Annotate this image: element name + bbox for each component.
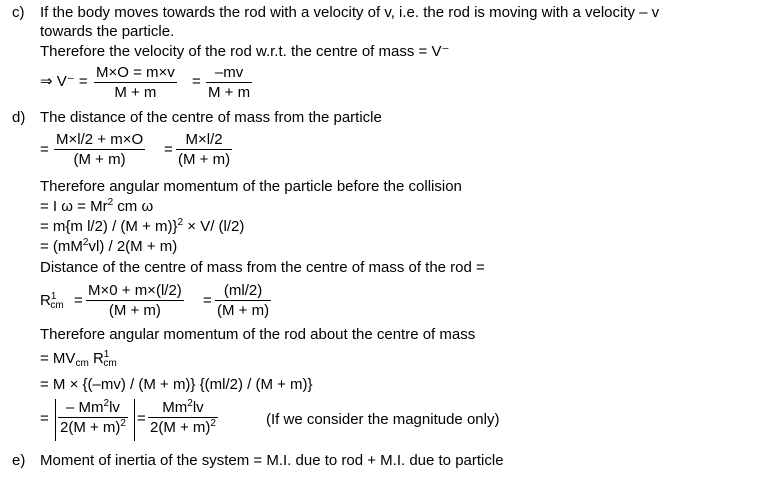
eq-d3-equals: = <box>74 292 83 309</box>
eq-c-equals: = <box>192 73 201 90</box>
eq-part: R <box>40 292 51 309</box>
eq-c-lhs: ⇒ V⁻ = <box>40 73 88 90</box>
subscript: cm <box>50 300 64 311</box>
text-e-line1: Moment of inertia of the system = M.I. due to rod + M.I. due to particle <box>40 452 504 469</box>
item-marker-e: e) <box>12 452 26 469</box>
eq-d1-lhs: = <box>40 141 49 158</box>
text-c-line1: If the body moves towards the rod with a velocity of v, i.e. the rod is moving with a velocity – v <box>40 4 660 21</box>
eq-d-e: = M × {(–mv) / (M + m)} {(ml/2) / (M + m)} <box>40 376 313 393</box>
text-c-line3: Therefore the velocity of the rod w.r.t. the centre of mass = V⁻ <box>40 43 450 60</box>
fraction-c-2 <box>206 64 252 101</box>
superscript: 2 <box>210 418 216 429</box>
fraction-d-6 <box>148 399 218 436</box>
fraction-d-1 <box>54 131 145 168</box>
fraction-d-3 <box>86 282 184 319</box>
fraction-d-5 <box>58 399 128 436</box>
superscript: 2 <box>82 237 89 248</box>
fraction-numerator: M×0 + m×(l/2) <box>88 282 182 299</box>
fraction-numerator: M×l/2 <box>176 131 232 150</box>
text-d-distance: Distance of the centre of mass from the centre of mass of the rod = <box>40 259 485 276</box>
fraction-denominator <box>148 418 218 436</box>
fraction-denominator: (M + m) <box>73 151 126 168</box>
superscript: 2 <box>187 398 193 409</box>
text-c-line2: towards the particle. <box>40 23 175 40</box>
eq-part: = (mM <box>40 238 83 255</box>
fraction-numerator <box>148 399 218 418</box>
eq-part: cm ω <box>113 198 154 215</box>
eq-part: Mm <box>162 399 188 416</box>
eq-part: – Mm <box>66 399 104 416</box>
superscript: 2 <box>120 418 126 429</box>
fraction-numerator: M×l/2 + m×O <box>56 131 144 148</box>
fraction-c-1 <box>94 64 177 101</box>
eq-d3-equals2: = <box>203 292 212 309</box>
eq-part: R <box>88 350 104 367</box>
text-d-angmom-particle: Therefore angular momentum of the particle before the collision <box>40 178 462 195</box>
eq-d-a <box>40 198 153 216</box>
fraction-numerator: M×O = m×v <box>96 64 175 81</box>
fraction-denominator: M + m <box>208 84 251 101</box>
fraction-denominator: (M + m) <box>217 302 270 319</box>
text-d-angmom-rod: Therefore angular momentum of the rod about the centre of mass <box>40 326 476 343</box>
eq-d1-equals: = <box>164 141 173 158</box>
eq-part: = m{m l/2) / (M + m)} <box>40 218 178 235</box>
subscript: cm <box>75 358 89 369</box>
fraction-numerator: (ml/2) <box>215 282 271 301</box>
eq-d-b <box>40 218 244 236</box>
eq-part: 2(M + m) <box>60 419 121 436</box>
fraction-numerator: –mv <box>206 64 252 83</box>
eq-part: = I ω = Mr <box>40 198 108 215</box>
eq-part: = MV <box>40 350 76 367</box>
eq-part: lv <box>109 399 120 416</box>
eq-d-d <box>40 350 117 368</box>
fraction-numerator <box>58 399 128 418</box>
text-d-line1: The distance of the centre of mass from the particle <box>40 109 382 126</box>
eq-part: 2(M + m) <box>150 419 211 436</box>
fraction-denominator: (M + m) <box>108 302 161 319</box>
eq-part: vl) / 2(M + m) <box>88 238 178 255</box>
superscript: 2 <box>177 217 184 228</box>
subscript: cm <box>103 358 117 369</box>
eq-part: × V/ (l/2) <box>183 218 245 235</box>
note-magnitude: (If we consider the magnitude only) <box>266 411 500 428</box>
eq-d-c <box>40 238 177 256</box>
superscript: 1 <box>103 349 110 360</box>
r-cm-symbol <box>40 292 64 310</box>
superscript: 2 <box>103 398 110 409</box>
eq-d-f-equals: = <box>137 410 146 427</box>
item-marker-d: d) <box>12 109 26 126</box>
fraction-denominator: M + m <box>114 84 157 101</box>
fraction-denominator <box>58 418 128 436</box>
superscript: 2 <box>107 197 114 208</box>
eq-part: lv <box>192 399 204 416</box>
superscript: 1 <box>50 291 57 302</box>
item-marker-c: c) <box>12 4 25 21</box>
fraction-denominator: (M + m) <box>178 151 231 168</box>
fraction-d-4 <box>215 282 271 319</box>
fraction-d-2 <box>176 131 232 168</box>
eq-d-f-lhs: = <box>40 410 49 427</box>
